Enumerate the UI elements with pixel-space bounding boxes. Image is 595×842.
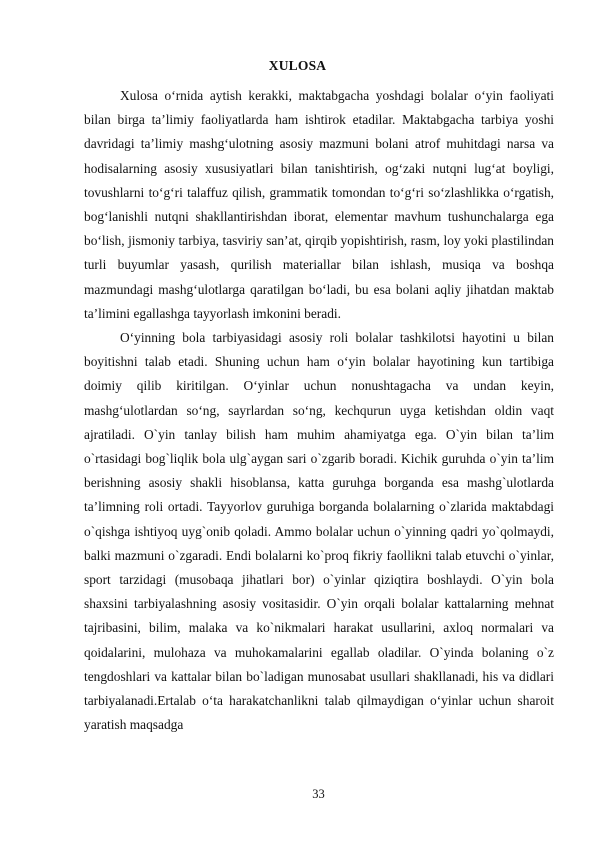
paragraph-1: Xulosa o‘rnida aytish kerakki, maktabgacha yoshdagi bolalar o‘yin faoliyati bilan birga ta’limiy faoliyatlarda ham ishtirok etadilar. Maktabgacha tarbiya yoshi davridagi ta’limiy mashg‘ulotning asosiy mazmuni bolani atrof muhitdagi narsa va hodisalarning asosiy xususiyatlari bilan tanishtirish, og‘zaki nutqni lug‘at boyligi, tovushlarni to‘g‘ri talaffuz qilish, grammatik tomondan to‘g‘ri so‘zlashlikka o‘rgatish, bog‘lanishli nutqni shakllantirishdan iborat, elementar mavhum tushunchalarga ega bo‘lish, jismoniy tarbiya, tasviriy san’at, qirqib yopishtirish, rasm, loy yoki plastilindan turli buyumlar yasash, qurilish materiallar bilan ishlash, musiqa va boshqa mazmundagi mashg‘ulotlarga qaratilgan bo‘ladi, bu esa bolani aqliy jihatdan maktab ta’limini egallashga tayyorlash imkonini beradi.	[84, 88, 554, 321]
page-title: XULOSA	[268, 58, 327, 73]
body-text	[84, 84, 554, 737]
paragraph-2: O‘yinning bola tarbiyasidagi asosiy roli bolalar tashkilotsi hayotini u bilan boyitishni talab etadi. Shuning uchun ham o‘yin bolalar hayotining kun tartibiga doimiy qilib kiritilgan. O‘yinlar uchun nonushtagacha va undan keyin, mashg‘ulotlardan so‘ng, sayrlardan so‘ng, kechqurun uyga ketishdan oldin vaqt ajratiladi. O`yin tanlay bilish ham muhim ahamiyatga ega. O`yin bilan ta’lim o`rtasidagi bog`liqlik bola ulg`aygan sari o`zgarib boradi. Kichik guruhda o`yin ta’lim berishning asosiy shakli hisoblansa, katta guruhga borganda esa mashg`ulotlarda ta’limning roli ortadi. Tayyorlov guruhiga borganda bolalarning o`zlarida maktabdagi o`qishga ishtiyoq uyg`onib qoladi. Ammo bolalar uchun o`yinning qadri yo`qolmaydi, balki mazmuni o`zgaradi. Endi bolalarni ko`proq fikriy faollikni talab etuvchi o`yinlar, sport tarzidagi (musobaqa jihatlari bor) o`yinlar qiziqtira boshlaydi. O`yin bola shaxsini tarbiyalashning asosiy vositasidir. O`yin orqali bolalar kattalarning mehnat tajribasini, bilim, malaka va ko`nikmalari harakat usullarini, axloq normalari va qoidalarini, mulohaza va muhokamalarini egallab oladilar. O`yinda bolaning o`z tengdoshlari va kattalar bilan bo`ladigan munosabat usullari shakllanadi, his va didlari tarbiyalanadi.Ertalab o‘ta harakatchanlikni talab qilmaydigan o‘yinlar uchun sharoit yaratish maqsadga	[84, 330, 554, 733]
page-number: 33	[312, 787, 325, 801]
